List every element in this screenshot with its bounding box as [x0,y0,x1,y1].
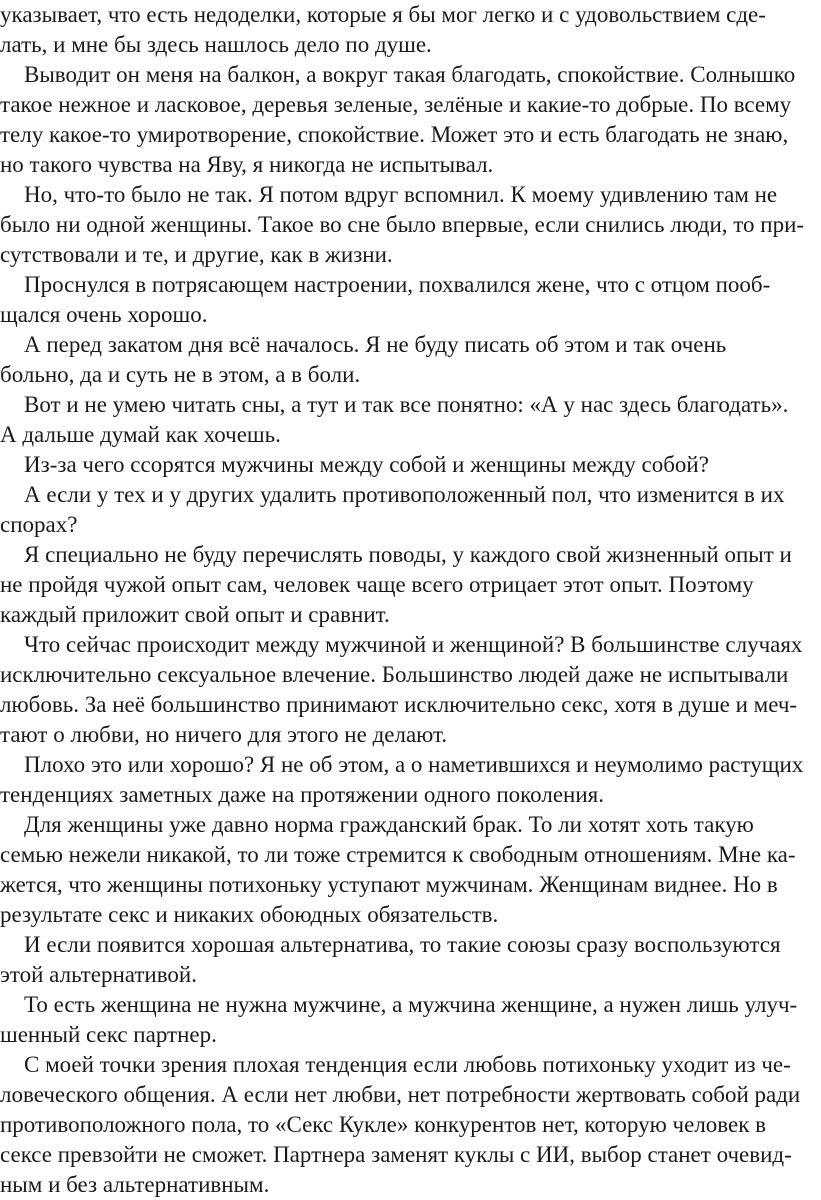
text-line: То есть женщина не нужна мужчине, а мужчина женщине, а нужен лишь улуч- [24,992,798,1017]
text-line: не пройдя чужой опыт сам, человек чаще всего отрицает этот опыт. Поэтому [0,572,754,597]
text-line: С моей точки зрения плохая тенденция если любовь потихоньку уходит из че- [24,1052,791,1077]
text-line: было ни одной женщины. Такое во сне было впервые, если снились люди, то при- [0,212,805,237]
text-line: противоположного пола, то «Секс Кукле» конкурентов нет, которую человек в [0,1112,767,1137]
text-line: И если появится хорошая альтернатива, то такие союзы сразу воспользуются [24,932,781,957]
text-line: Вот и не умею читать сны, а тут и так все понятно: «А у нас здесь благодать». [24,392,789,417]
text-line: тают о любви, но ничего для этого не делают. [0,722,448,747]
text-line: Проснулся в потрясающем настроении, похвалился жене, что с отцом пооб- [24,272,771,297]
text-line: результате секс и никаких обоюдных обязательств. [0,902,499,927]
text-line: больно, да и суть не в этом, а в боли. [0,362,361,387]
text-line: ным и без альтернативным. [0,1172,270,1197]
text-line: этой альтернативой. [0,962,197,987]
text-line: любовь. За неё большинство принимают исключительно секс, хотя в душе и меч- [0,692,798,717]
text-line: А перед закатом дня всё началось. Я не буду писать об этом и так очень [24,332,727,357]
text-line: семью нежели никакой, то ли тоже стремится к свободным отношениям. Мне ка- [0,842,796,867]
text-line: Из-за чего ссорятся мужчины между собой и женщины между собой? [24,452,709,477]
text-line: А если у тех и у других удалить противоположенный пол, что изменится в их [24,482,785,507]
text-line: спорах? [0,512,78,537]
text-line: сутствовали и те, и другие, как в жизни. [0,242,393,267]
text-line: шенный секс партнер. [0,1022,217,1047]
text-line: Выводит он меня на балкон, а вокруг такая благодать, спокойствие. Солнышко [24,62,796,87]
text-line: такое нежное и ласковое, деревья зеленые, зелёные и какие-то добрые. По всему [0,92,792,117]
text-line: исключительно сексуальное влечение. Большинство людей даже не испытывали [0,662,789,687]
text-line: щался очень хорошо. [0,302,208,327]
text-line: каждый приложит свой опыт и сравнит. [0,602,390,627]
text-line: указывает, что есть недоделки, которые я бы мог легко и с удовольствием сде- [0,2,766,27]
text-line: лать, и мне бы здесь нашлось дело по душе. [0,32,432,57]
text-line: Что сейчас происходит между мужчиной и женщиной? В большинстве случаях [24,632,803,657]
text-line: Плохо это или хорошо? Я не об этом, а о наметившихся и неумолимо растущих [24,752,804,777]
text-line: телу какое-то умиротворение, спокойствие. Может это и есть благодать не знаю, [0,122,789,147]
text-line: сексе превзойти не сможет. Партнера заменят куклы с ИИ, выбор станет очевид- [0,1142,792,1167]
text-line: но такого чувства на Яву, я никогда не испытывал. [0,152,494,177]
text-line: А дальше думай как хочешь. [0,422,281,447]
text-line: тенденциях заметных даже на протяжении одного поколения. [0,782,604,807]
text-line: Но, что-то было не так. Я потом вдруг вспомнил. К моему удивлению там не [24,182,778,207]
text-line: ловеческого общения. А если нет любви, нет потребности жертвовать собой ради [0,1082,801,1107]
text-line: Для женщины уже давно норма гражданский брак. То ли хотят хоть такую [24,812,754,837]
text-line: жется, что женщины потихоньку уступают мужчинам. Женщинам виднее. Но в [0,872,778,897]
text-line: Я специально не буду перечислять поводы, у каждого свой жизненный опыт и [24,542,792,567]
